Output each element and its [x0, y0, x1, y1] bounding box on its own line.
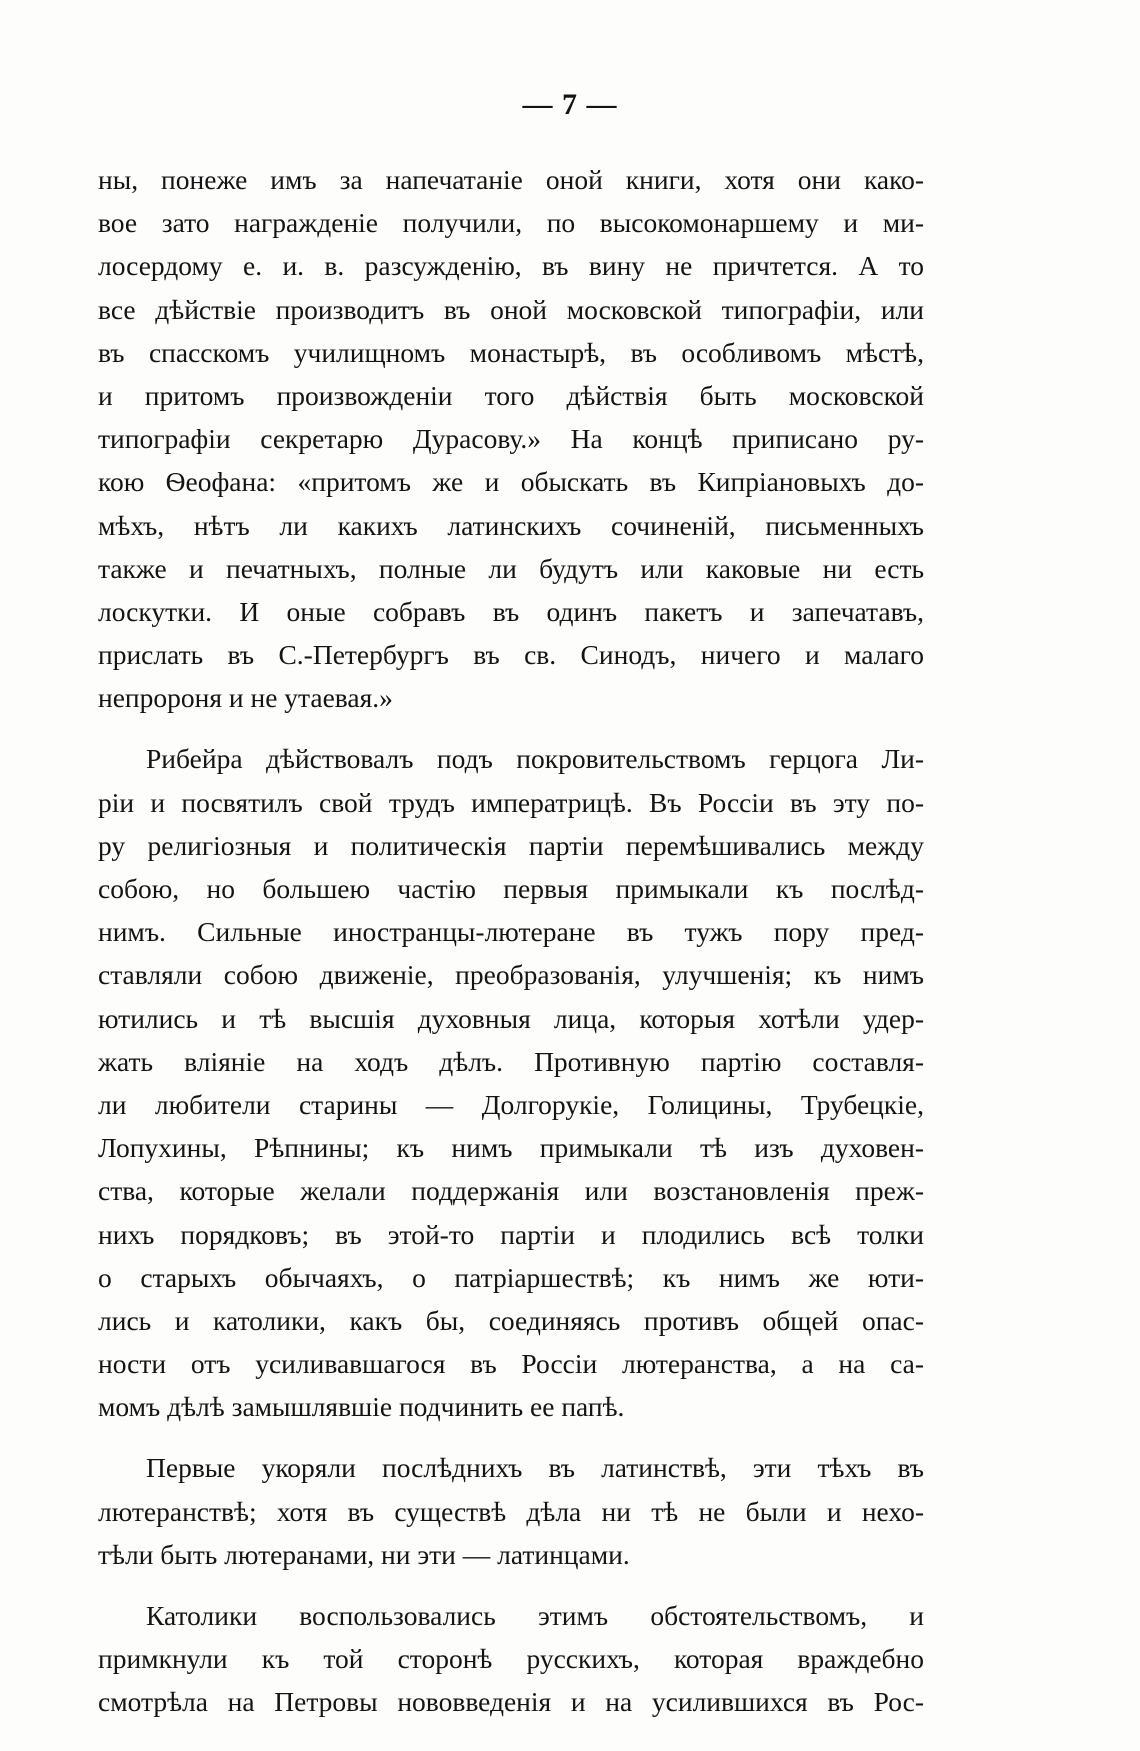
text-line: нимъ. Сильные иностранцы-лютеране въ тужъ пору пред- [98, 916, 924, 948]
body-text [98, 158, 924, 1724]
text-line: момъ дѣлѣ замышлявшіе подчинить ее папѣ. [98, 1391, 625, 1423]
text-line: ютились и тѣ высшія духовныя лица, которыя хотѣли удер- [98, 1002, 924, 1034]
text-line: прислать въ С.-Петербургъ въ св. Синодъ, ничего и малаго [98, 639, 924, 671]
text-line: и притомъ произвожденіи того дѣйствія быть московской [98, 379, 924, 411]
paragraph [98, 158, 924, 719]
text-line: Рибейра дѣйствовалъ подъ покровительствомъ герцога Ли- [146, 743, 924, 775]
text-line: ности отъ усиливавшагося въ Россіи лютеранства, а на са- [98, 1348, 924, 1380]
text-line: примкнули къ той сторонѣ русскихъ, которая враждебно [98, 1643, 924, 1675]
text-line: о старыхъ обычаяхъ, о патріаршествѣ; къ нимъ же юти- [98, 1261, 924, 1293]
text-line: лосердому е. и. в. разсужденію, въ вину не причтется. А то [98, 250, 924, 282]
text-line: ріи и посвятилъ свой трудъ императрицѣ. Въ Россіи въ эту по- [98, 786, 924, 818]
text-line: жать вліяніе на ходъ дѣлъ. Противную партію составля- [98, 1045, 924, 1077]
text-line: лись и католики, какъ бы, соединяясь противъ общей опас- [98, 1304, 924, 1336]
text-line: ставляли собою движеніе, преобразованія, улучшенія; къ нимъ [98, 959, 924, 991]
paragraph [98, 1446, 924, 1576]
text-line: Католики воспользовались этимъ обстоятельствомъ, и [146, 1600, 924, 1631]
text-line: кою Ѳеофана: «притомъ же и обыскать въ Кипріановыхъ до- [98, 466, 924, 498]
text-line: ства, которые желали поддержанія или возстановленія преж- [98, 1175, 924, 1207]
text-line: вое зато награжденіе получили, по высокомонаршему и ми- [98, 207, 924, 239]
text-line: мѣхъ, нѣтъ ли какихъ латинскихъ сочиненій, письменныхъ [98, 509, 924, 541]
text-line: нихъ порядковъ; въ этой-то партіи и плодились всѣ толки [98, 1218, 924, 1250]
text-line: все дѣйствіе производитъ въ оной московской типографіи, или [98, 293, 924, 325]
paragraph [98, 737, 924, 1428]
text-line: ны, понеже имъ за напечатаніе оной книги, хотя они како- [98, 164, 924, 195]
text-line: ли любители старины — Долгорукіе, Голицины, Трубецкіе, [98, 1088, 924, 1120]
text-line: непророня и не утаевая.» [98, 682, 393, 714]
text-line: лютеранствѣ; хотя въ существѣ дѣла ни тѣ не были и нехо- [98, 1495, 924, 1527]
text-line: смотрѣла на Петровы нововведенія и на усилившихся въ Рос- [98, 1686, 924, 1718]
text-line: тѣли быть лютеранами, ни эти — латинцами. [98, 1538, 630, 1570]
text-line: собою, но большею частію первыя примыкали къ послѣд- [98, 873, 924, 904]
text-line: типографіи секретарю Дурасову.» На концѣ приписано ру- [98, 423, 924, 455]
text-line: также и печатныхъ, полные ли будутъ или каковые ни есть [98, 552, 924, 584]
page-number: — 7 — [522, 88, 618, 121]
text-line: ру религіозныя и политическія партіи перемѣшивались между [98, 829, 924, 861]
text-line: въ спасскомъ училищномъ монастырѣ, въ особливомъ мѣстѣ, [98, 336, 924, 368]
paragraph [98, 1594, 924, 1724]
text-line: Первые укоряли послѣднихъ въ латинствѣ, эти тѣхъ въ [146, 1452, 924, 1484]
text-line: лоскутки. И оные собравъ въ одинъ пакетъ и запечатавъ, [98, 595, 924, 627]
text-line: Лопухины, Рѣпнины; къ нимъ примыкали тѣ изъ духовен- [98, 1132, 924, 1164]
